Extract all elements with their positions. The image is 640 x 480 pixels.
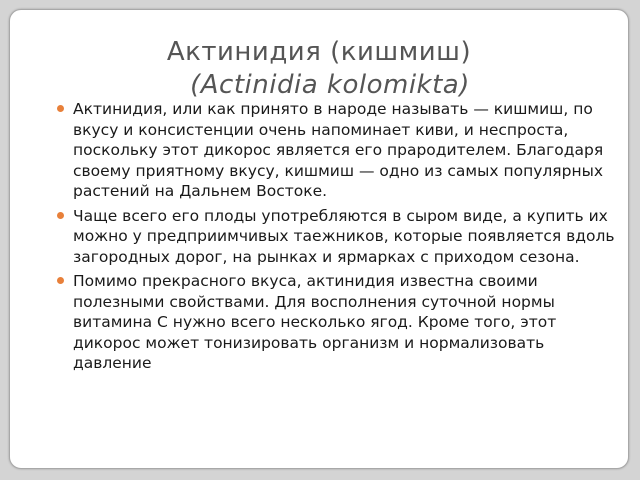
bullet-text: Актинидия, или как принято в народе называть — кишмиш, по вкусу и консистенции очень напоминает киви, и неспроста, поскольку этот дикорос является его прародителем. Благодаря своему приятному вкусу, кишмиш — одно из самых популярных растений на Дальнем Востоке. bbox=[73, 100, 604, 200]
bullet-dot-icon bbox=[57, 277, 64, 284]
bullet-text: Чаще всего его плоды употребляются в сыром виде, а купить их можно у предприимчивых таежников, которые появляется вдоль загородных дорог, на рынках и ярмарках с приходом сезона. bbox=[73, 206, 615, 266]
bullet-text: Помимо прекрасного вкуса, актинидия известна своими полезными свойствами. Для восполнения суточной нормы витамина С нужно всего несколько ягод. Кроме того, этот дикорос может тонизировать организм и нормализовать давление bbox=[73, 272, 557, 372]
bullet-item bbox=[57, 99, 617, 202]
bullet-item bbox=[57, 271, 617, 374]
bullet-list bbox=[57, 99, 617, 378]
bullet-item bbox=[57, 206, 617, 268]
bullet-dot-icon bbox=[57, 212, 64, 219]
slide-title-main: Актинидия (кишмиш) bbox=[166, 37, 472, 67]
slide-title bbox=[10, 36, 628, 102]
bullet-dot-icon bbox=[57, 105, 64, 112]
slide-title-latin: (Actinidia kolomikta) bbox=[190, 70, 470, 100]
